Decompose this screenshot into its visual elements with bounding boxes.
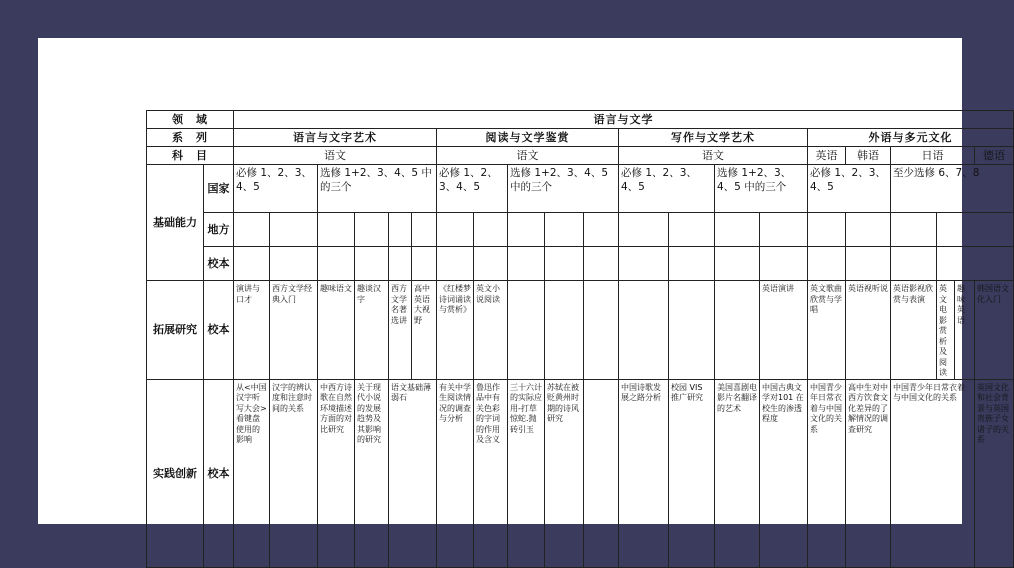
national-required-1: 必修 1、2、3、4、5	[234, 165, 318, 213]
series-reading: 阅读与文学鉴赏	[437, 129, 619, 147]
national-elective-3: 选修 1+2、3、4、5 中的三个	[715, 165, 808, 213]
expand-school-label: 校本	[204, 281, 234, 380]
empty-cell	[669, 213, 715, 247]
project-cell: 苏轼在被贬黄州时期的诗风研究	[545, 379, 584, 567]
practice-row	[147, 379, 1014, 567]
course-cell: 英文小说阅读	[474, 281, 508, 380]
empty-cell	[937, 247, 1014, 281]
national-elective-1: 选修 1+2、3、4、5 中的三个	[318, 165, 437, 213]
empty-cell	[760, 247, 808, 281]
subject-chinese-1: 语文	[234, 147, 437, 165]
project-cell: 中国青少年日常衣着与中国文化的关系	[891, 379, 975, 567]
series-row	[147, 129, 1014, 147]
empty-cell	[545, 213, 584, 247]
project-cell: 中国古典文学对101 在校生的渗透程度	[760, 379, 808, 567]
basic-school-row	[147, 247, 1014, 281]
course-cell: 趣味英语	[955, 281, 975, 380]
national-required-3: 必修 1、2、3、4、5	[619, 165, 715, 213]
empty-cell	[846, 247, 891, 281]
empty-cell	[412, 247, 437, 281]
empty-cell	[508, 213, 545, 247]
empty-cell	[760, 213, 808, 247]
subject-english: 英语	[808, 147, 846, 165]
national-elective-4: 至少选修 6、7、8	[891, 165, 1014, 213]
empty-cell	[474, 247, 508, 281]
empty-cell	[234, 213, 270, 247]
empty-cell	[355, 213, 389, 247]
national-label: 国家	[204, 165, 234, 213]
course-cell	[619, 281, 669, 380]
empty-cell	[234, 247, 270, 281]
empty-cell	[318, 213, 355, 247]
course-cell: 西方文学名著选讲	[389, 281, 412, 380]
course-cell: 英文歌曲欣赏与学唱	[808, 281, 846, 380]
empty-cell	[846, 213, 891, 247]
project-cell: 汉字的辨认度和注意时间的关系	[270, 379, 318, 567]
domain-row	[147, 111, 1014, 129]
document-page	[38, 38, 1009, 524]
project-cell: 从<中国汉字听写大会>看键盘使用的影响	[234, 379, 270, 567]
project-cell: 关于现代小说的发展趋势及其影响的研究	[355, 379, 389, 567]
empty-cell	[389, 247, 412, 281]
project-cell: 中国诗歌发展之路分析	[619, 379, 669, 567]
basic-ability-label: 基础能力	[147, 165, 204, 281]
project-cell: 英国文化和社会背景与英国贵族子女诸子的关系	[975, 379, 1014, 567]
expand-row	[147, 281, 1014, 380]
empty-cell	[808, 247, 846, 281]
course-cell	[508, 281, 545, 380]
empty-cell	[270, 213, 318, 247]
subject-german: 德语	[975, 147, 1014, 165]
empty-cell	[584, 379, 619, 567]
course-cell: 《红楼梦诗词诵读与赏析》	[437, 281, 474, 380]
empty-cell	[318, 247, 355, 281]
empty-cell	[437, 247, 474, 281]
subject-korean: 韩语	[846, 147, 891, 165]
project-cell: 中国青少年日常衣着与中国文化的关系	[808, 379, 846, 567]
course-cell: 英语演讲	[760, 281, 808, 380]
course-cell	[715, 281, 760, 380]
series-label: 系 列	[147, 129, 234, 147]
project-cell: 美国喜剧电影片名翻译的艺术	[715, 379, 760, 567]
local-label: 地方	[204, 213, 234, 247]
subject-chinese-3: 语文	[619, 147, 808, 165]
empty-cell	[619, 247, 669, 281]
empty-cell	[584, 247, 619, 281]
national-required-2: 必修 1、2、3、4、5	[437, 165, 508, 213]
basic-national-row	[147, 165, 1014, 213]
course-cell: 西方文学经典入门	[270, 281, 318, 380]
subject-label: 科 目	[147, 147, 234, 165]
basic-local-row	[147, 213, 1014, 247]
empty-cell	[412, 213, 437, 247]
expand-research-label: 拓展研究	[147, 281, 204, 380]
project-cell: 鲁迅作品中有关色彩的字词的作用及含义	[474, 379, 508, 567]
empty-cell	[669, 247, 715, 281]
course-cell: 高中英语大视野	[412, 281, 437, 380]
subject-japanese: 日语	[891, 147, 975, 165]
practice-innovation-label: 实践创新	[147, 379, 204, 567]
empty-cell	[508, 247, 545, 281]
empty-cell	[355, 247, 389, 281]
empty-cell	[937, 213, 1014, 247]
project-cell: 中西方诗歌在自然环境描述方面的对比研究	[318, 379, 355, 567]
course-cell	[584, 281, 619, 380]
empty-cell	[270, 247, 318, 281]
course-cell: 英语影视欣赏与表演	[891, 281, 937, 380]
empty-cell	[891, 247, 937, 281]
domain-value: 语言与文学	[234, 111, 1014, 129]
empty-cell	[584, 213, 619, 247]
course-cell: 演讲与口才	[234, 281, 270, 380]
series-language-art: 语言与文字艺术	[234, 129, 437, 147]
empty-cell	[437, 213, 474, 247]
curriculum-table	[146, 110, 1014, 568]
empty-cell	[891, 213, 937, 247]
domain-label: 领 域	[147, 111, 234, 129]
series-writing: 写作与文学艺术	[619, 129, 808, 147]
empty-cell	[808, 213, 846, 247]
project-cell: 有关中学生阅读情况的调查与分析	[437, 379, 474, 567]
project-cell: 三十六计的实际应用-打草惊蛇.抛砖引玉	[508, 379, 545, 567]
course-cell: 英文电影赏析及阅读	[937, 281, 955, 380]
empty-cell	[389, 213, 412, 247]
series-foreign-language: 外语与多元文化	[808, 129, 1014, 147]
course-cell	[545, 281, 584, 380]
course-cell: 趣谈汉字	[355, 281, 389, 380]
practice-school-label: 校本	[204, 379, 234, 567]
national-required-4: 必修 1、2、3、4、5	[808, 165, 891, 213]
curriculum-table-container	[146, 110, 1009, 536]
project-cell: 校园 VIS 推广研究	[669, 379, 715, 567]
empty-cell	[619, 213, 669, 247]
subject-chinese-2: 语文	[437, 147, 619, 165]
course-cell: 韩国语文化入门	[975, 281, 1014, 380]
school-label: 校本	[204, 247, 234, 281]
course-cell	[669, 281, 715, 380]
course-cell: 趣味语文	[318, 281, 355, 380]
subject-row	[147, 147, 1014, 165]
project-cell: 语文基础薄弱石	[389, 379, 437, 567]
empty-cell	[715, 247, 760, 281]
course-cell: 英语视听说	[846, 281, 891, 380]
national-elective-2: 选修 1+2、3、4、5 中的三个	[508, 165, 619, 213]
project-cell: 高中生对中西方饮食文化差异的了解情况的调查研究	[846, 379, 891, 567]
empty-cell	[715, 213, 760, 247]
empty-cell	[474, 213, 508, 247]
empty-cell	[545, 247, 584, 281]
